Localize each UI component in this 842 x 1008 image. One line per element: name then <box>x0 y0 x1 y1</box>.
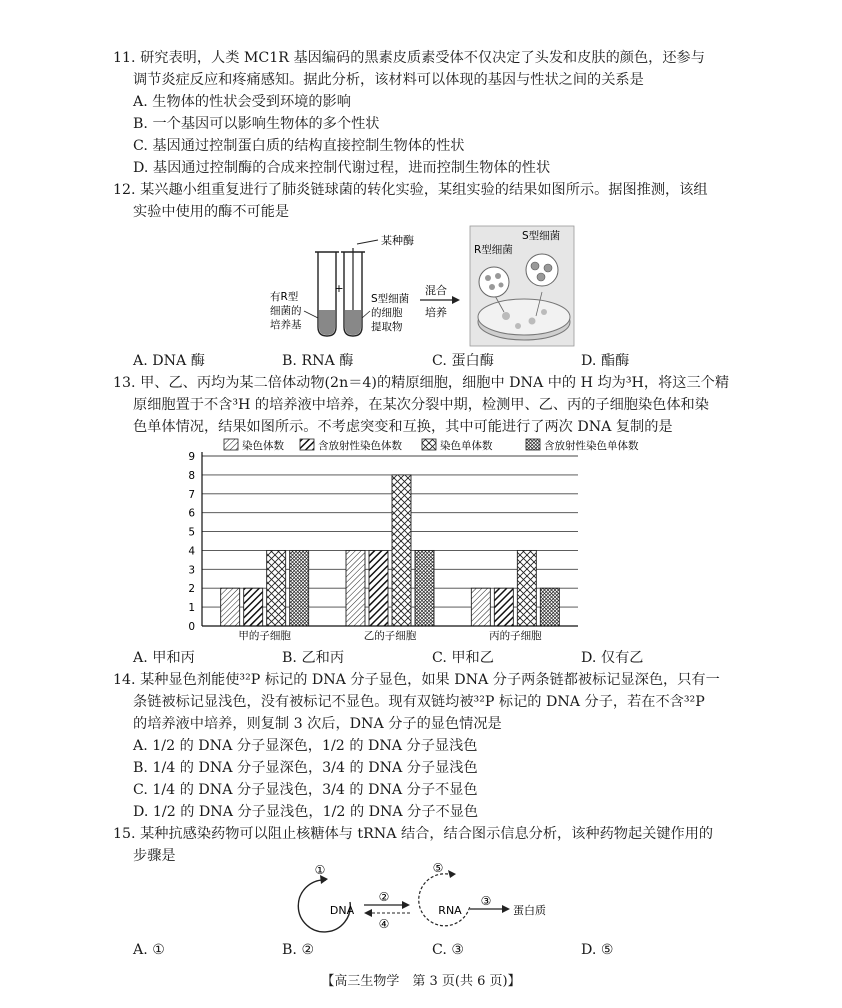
right-tube-label-2: 的细胞 <box>371 307 403 319</box>
legend-swatch-0 <box>224 439 238 450</box>
rna-replication-loop <box>419 874 470 926</box>
q13-option-a: A. 甲和丙 <box>133 650 195 666</box>
y-tick-label-6: 6 <box>188 507 195 520</box>
q11-option-a: A. 生物体的性状会受到环境的影响 <box>133 94 351 110</box>
step-1-label: ① <box>314 863 326 877</box>
legend-label-1: 含放射性染色体数 <box>318 440 402 452</box>
bar-2-0 <box>471 588 490 626</box>
step-2-label: ② <box>378 890 390 904</box>
s-strain-label: S型细菌 <box>522 230 561 242</box>
q15-central-dogma-figure <box>280 860 580 940</box>
q12-option-a: A. DNA 酶 <box>133 353 205 369</box>
y-tick-label-3: 3 <box>188 564 195 577</box>
q13-bar-chart <box>170 436 670 648</box>
enzyme-label: 某种酶 <box>381 234 414 247</box>
x-tick-label-2: 丙的子细胞 <box>489 630 542 642</box>
protein-label: 蛋白质 <box>513 904 546 917</box>
chart-legend <box>224 439 639 452</box>
left-tube-label-1: 有R型 <box>270 291 299 303</box>
reverse-transcription-arrow-icon <box>364 909 372 917</box>
plus-sign: + <box>334 282 344 295</box>
q14-stem-line-1: 14. 某种显色剂能使³²P 标记的 DNA 分子显色，如果 DNA 分子两条链都被标记显深色，只有一 <box>113 672 720 688</box>
arrow-label-bottom: 培养 <box>425 306 447 319</box>
q11-stem-line-2: 调节炎症反应和疼痛感知。据此分析，该材料可以体现的基因与性状之间的关系是 <box>133 72 644 88</box>
q15-stem-line-1: 15. 某种抗感染药物可以阻止核糖体与 tRNA 结合，结合图示信息分析，该种药物起关键作用的 <box>113 826 714 842</box>
q14-option-d: D. 1/2 的 DNA 分子显浅色，1/2 的 DNA 分子不显色 <box>133 804 479 820</box>
q15-option-d: D. ⑤ <box>581 942 614 958</box>
q14-option-b: B. 1/4 的 DNA 分子显深色，3/4 的 DNA 分子显浅色 <box>133 760 478 776</box>
left-tube-label-3: 培养基 <box>270 319 302 331</box>
q12-stem-line-1: 12. 某兴趣小组重复进行了肺炎链球菌的转化实验，某组实验的结果如图所示。据图推测，该组 <box>113 182 708 198</box>
x-tick-label-1: 乙的子细胞 <box>363 630 417 642</box>
y-tick-label-5: 5 <box>188 526 195 539</box>
q14-option-c: C. 1/4 的 DNA 分子显浅色，3/4 的 DNA 分子不显色 <box>133 782 478 798</box>
arrow-right-icon <box>452 296 460 304</box>
q11-option-c: C. 基因通过控制蛋白质的结构直接控制生物体的性状 <box>133 138 465 154</box>
bar-1-3 <box>415 550 434 626</box>
q13-option-b: B. 乙和丙 <box>282 650 345 666</box>
bar-1-1 <box>369 550 388 626</box>
bar-2-3 <box>540 588 559 626</box>
bar-0-1 <box>244 588 263 626</box>
translation-arrow-icon <box>502 905 510 913</box>
transcription-arrow-icon <box>402 901 410 909</box>
q12-option-c: C. 蛋白酶 <box>432 353 494 369</box>
q12-stem-line-2: 实验中使用的酶不可能是 <box>133 204 290 220</box>
r-strain-label: R型细菌 <box>474 244 513 256</box>
bar-2-2 <box>517 550 536 626</box>
rna-loop-arrow-icon <box>448 870 456 878</box>
q13-stem-line-2: 原细胞置于不含³H 的培养液中培养，在某次分裂中期，检测甲、乙、丙的子细胞染色体和染 <box>133 397 709 413</box>
dna-label: DNA <box>329 904 355 917</box>
q14-stem-line-2: 条链被标记显浅色，没有被标记不显色。现有双链均被³²P 标记的 DNA 分子，若在不含³²P <box>133 694 705 710</box>
y-tick-label-9: 9 <box>188 451 195 463</box>
q12-option-b: B. RNA 酶 <box>282 353 354 369</box>
q15-option-b: B. ② <box>282 942 315 958</box>
q14-option-a: A. 1/2 的 DNA 分子显深色，1/2 的 DNA 分子显浅色 <box>133 738 478 754</box>
right-tube-label-3: 提取物 <box>371 321 403 333</box>
x-tick-label-0: 甲的子细胞 <box>238 630 291 642</box>
step-3-label: ③ <box>480 894 492 908</box>
y-tick-label-2: 2 <box>188 583 195 596</box>
legend-swatch-3 <box>526 439 540 450</box>
step-4-label: ④ <box>378 917 390 931</box>
bar-2-1 <box>494 588 513 626</box>
q11-option-b: B. 一个基因可以影响生物体的多个性状 <box>133 116 380 132</box>
q11-option-d: D. 基因通过控制酶的合成来控制代谢过程，进而控制生物体的性状 <box>133 160 551 176</box>
bar-1-0 <box>346 550 365 626</box>
legend-label-2: 染色单体数 <box>440 440 493 452</box>
y-tick-label-8: 8 <box>188 469 195 482</box>
q15-option-c: C. ③ <box>432 942 465 958</box>
q12-transformation-figure <box>260 222 580 350</box>
q15-option-a: A. ① <box>133 942 165 958</box>
legend-label-3: 含放射性染色单体数 <box>544 440 639 452</box>
left-tube-label-2: 细菌的 <box>270 305 302 317</box>
legend-label-0: 染色体数 <box>242 440 284 452</box>
bar-0-3 <box>290 550 309 626</box>
q13-stem-line-3: 色单体情况，结果如图所示。不考虑突变和互换，其中可能进行了两次 DNA 复制的是 <box>133 419 673 435</box>
bar-1-2 <box>392 475 411 626</box>
rna-label: RNA <box>438 904 462 917</box>
y-tick-label-4: 4 <box>188 545 195 558</box>
petri-dish-illustration <box>470 226 574 346</box>
y-tick-label-0: 0 <box>188 621 195 633</box>
chart-bars <box>221 475 560 642</box>
legend-swatch-2 <box>422 439 436 450</box>
q12-option-d: D. 酯酶 <box>581 353 630 369</box>
q11-stem-line-1: 11. 研究表明，人类 MC1R 基因编码的黑素皮质素受体不仅决定了头发和皮肤的颜色，还参与 <box>113 50 705 66</box>
legend-swatch-1 <box>300 439 314 450</box>
q13-stem-line-1: 13. 甲、乙、丙均为某二倍体动物(2n＝4)的精原细胞，细胞中 DNA 中的 H 均为³H，将这三个精 <box>113 375 730 391</box>
bar-0-0 <box>221 588 240 626</box>
bar-0-2 <box>267 550 286 626</box>
right-tube-label-1: S型细菌 <box>371 293 410 305</box>
q13-option-c: C. 甲和乙 <box>432 650 494 666</box>
page-footer: 【高三生物学 第 3 页(共 6 页)】 <box>321 974 521 989</box>
arrow-label-top: 混合 <box>425 284 447 297</box>
y-tick-label-1: 1 <box>188 602 195 615</box>
y-tick-label-7: 7 <box>188 488 195 501</box>
q15-stem-line-2: 步骤是 <box>133 848 176 864</box>
q14-stem-line-3: 的培养液中培养，则复制 3 次后，DNA 分子的显色情况是 <box>133 716 502 732</box>
step-5-label: ⑤ <box>432 861 444 875</box>
q13-option-d: D. 仅有乙 <box>581 650 644 666</box>
